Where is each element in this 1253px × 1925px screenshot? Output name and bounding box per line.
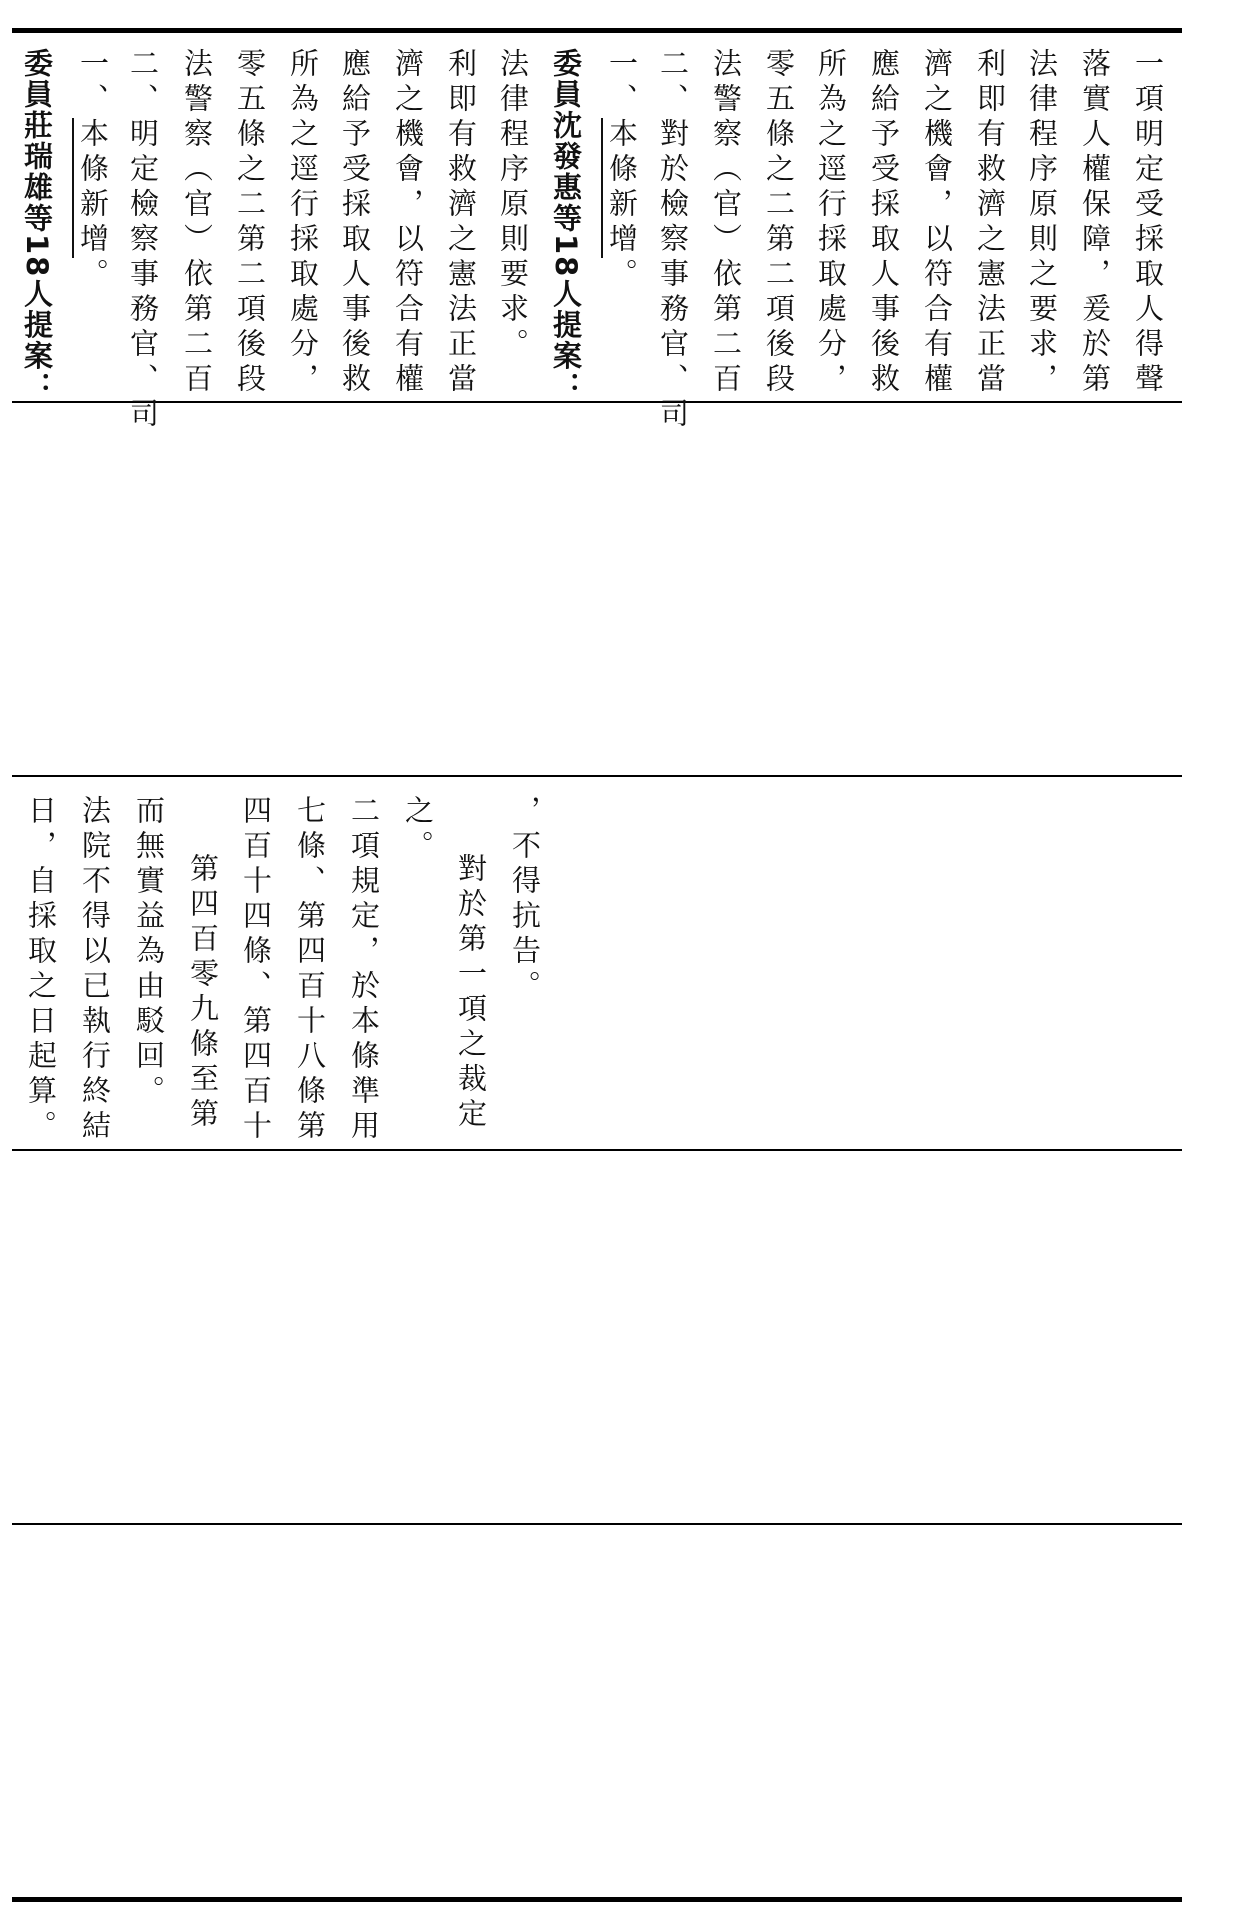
block2-line: 利即有救濟之憲法正當: [973, 48, 1007, 398]
article-line: 對於第一項之裁定: [454, 853, 488, 1133]
proposal-heading-1: 委員莊瑞雄等18人提案：: [20, 48, 54, 403]
bottom-border: [12, 1897, 1182, 1902]
block1-line: 利即有救濟之憲法正當: [444, 48, 478, 398]
block2-line: 法警察（官）依第二百: [709, 48, 743, 398]
block1-line: 零五條之二第二項後段: [233, 48, 267, 398]
block1-line: 二、明定檢察事務官、司: [126, 48, 160, 433]
article-line: 七條、第四百十八條第: [293, 795, 327, 1145]
article-line: 之。: [401, 795, 435, 865]
article-line: 第四百零九條至第: [186, 853, 220, 1133]
section-divider-2: [12, 775, 1182, 777]
new-article-link[interactable]: 本條新增: [605, 118, 639, 258]
block1-line: 濟之機會，以符合有權: [391, 48, 425, 398]
item-one-suffix: 。: [76, 258, 110, 293]
article-line: ，不得抗告。: [508, 795, 542, 1005]
block1-line: 所為之逕行採取處分，: [286, 48, 320, 398]
proposal-heading-2: 委員沈發惠等18人提案：: [549, 48, 583, 403]
item-one-prefix: 一、: [605, 48, 639, 118]
article-line: 四百十四條、第四百十: [239, 795, 273, 1145]
article-line: 日，自採取之日起算。: [24, 795, 58, 1145]
article-line: 法院不得以已執行終結: [78, 795, 112, 1145]
section-divider-1: [12, 401, 1182, 403]
block2-line: 二、對於檢察事務官、司: [656, 48, 690, 433]
item-one-suffix: 。: [605, 258, 639, 293]
block2-line: 落實人權保障，爰於第: [1078, 48, 1112, 398]
block2-line: 法律程序原則之要求，: [1025, 48, 1059, 398]
item-one-1: [76, 48, 110, 293]
item-one-prefix: 一、: [76, 48, 110, 118]
block2-line: 濟之機會，以符合有權: [920, 48, 954, 398]
block2-line: 應給予受採取人事後救: [867, 48, 901, 398]
block1-line: 法警察（官）依第二百: [180, 48, 214, 398]
article-line: 二項規定，於本條準用: [347, 795, 381, 1145]
item-one-2: [605, 48, 639, 293]
block2-line: 所為之逕行採取處分，: [814, 48, 848, 398]
empty-section-3: [12, 1151, 1182, 1523]
article-line: 而無實益為由駁回。: [132, 795, 166, 1110]
top-border: [12, 28, 1182, 33]
empty-section-4: [12, 1525, 1182, 1897]
block2-line: 零五條之二第二項後段: [762, 48, 796, 398]
block1-line: 應給予受採取人事後救: [338, 48, 372, 398]
new-article-link[interactable]: 本條新增: [76, 118, 110, 258]
block2-line: 一項明定受採取人得聲: [1131, 48, 1165, 398]
block1-line: 法律程序原則要求。: [496, 48, 530, 363]
